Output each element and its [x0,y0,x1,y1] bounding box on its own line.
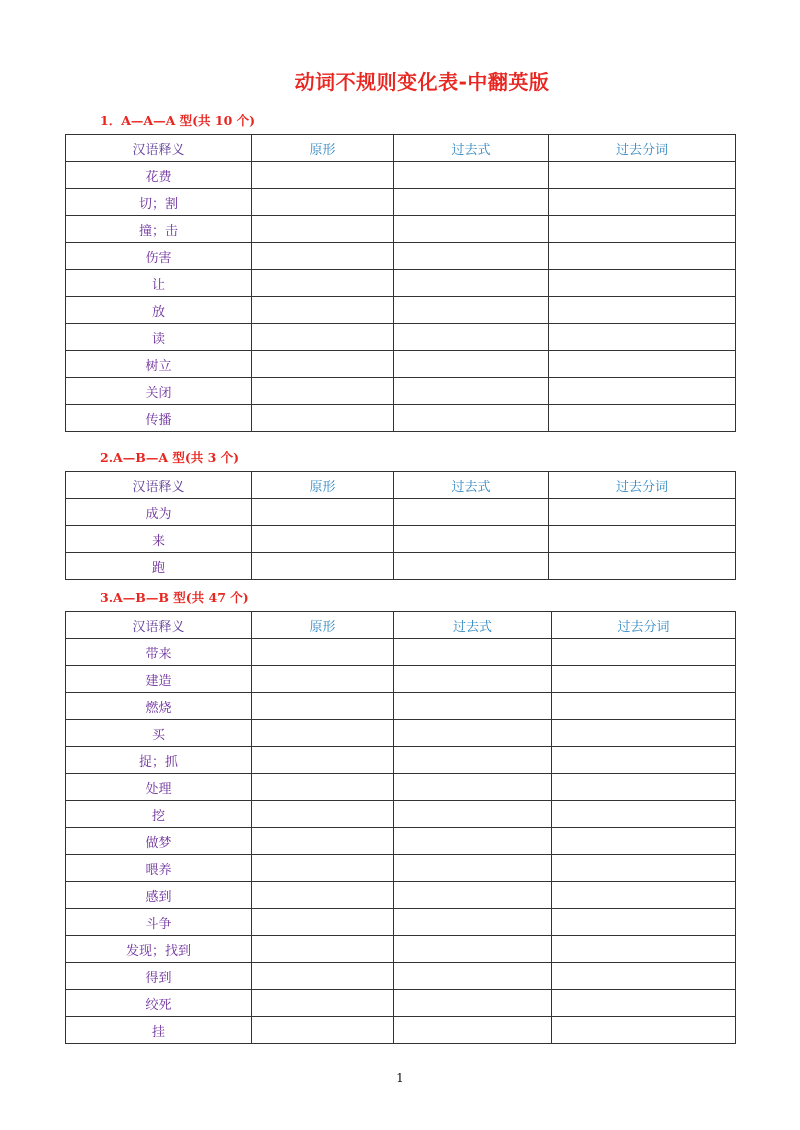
table-row [66,828,736,855]
base-form-cell[interactable] [252,243,394,270]
table-row [66,243,736,270]
base-form-cell[interactable] [252,936,394,963]
table-row [66,936,736,963]
table-row [66,162,736,189]
base-form-cell[interactable] [252,720,394,747]
meaning-cell: 成为 [66,499,252,526]
header-meaning: 汉语释义 [66,612,252,639]
base-form-cell[interactable] [252,324,394,351]
header-past-tense: 过去式 [394,472,549,499]
table-row [66,499,736,526]
meaning-cell: 花费 [66,162,252,189]
base-form-cell[interactable] [252,270,394,297]
meaning-cell: 挂 [66,1017,252,1044]
meaning-cell: 让 [66,270,252,297]
past-tense-cell[interactable] [394,963,552,990]
header-past-participle: 过去分词 [552,612,736,639]
header-past-tense: 过去式 [394,135,549,162]
past-tense-cell[interactable] [394,882,552,909]
past-tense-cell[interactable] [394,666,552,693]
past-tense-cell[interactable] [394,801,552,828]
past-participle-cell[interactable] [552,720,736,747]
meaning-cell: 读 [66,324,252,351]
past-tense-cell[interactable] [394,189,549,216]
base-form-cell[interactable] [252,499,394,526]
past-participle-cell[interactable] [552,909,736,936]
table-row [66,882,736,909]
table-row [66,297,736,324]
table-row [66,1017,736,1044]
verb-table-aaa [65,134,736,432]
table-row [66,855,736,882]
past-tense-cell[interactable] [394,378,549,405]
meaning-cell: 建造 [66,666,252,693]
past-participle-cell[interactable] [549,378,736,405]
meaning-cell: 发现；找到 [66,936,252,963]
page-number: 1 [396,1071,404,1085]
base-form-cell[interactable] [252,216,394,243]
meaning-cell: 做梦 [66,828,252,855]
meaning-cell: 斗争 [66,909,252,936]
header-past-tense: 过去式 [394,612,552,639]
table-row [66,216,736,243]
table-body [66,162,736,432]
header-past-participle: 过去分词 [549,472,736,499]
past-tense-cell[interactable] [394,747,552,774]
table-row [66,351,736,378]
table-row [66,909,736,936]
past-tense-cell[interactable] [394,909,552,936]
table-row [66,666,736,693]
verb-table-abb [65,611,736,1044]
past-tense-cell[interactable] [394,720,552,747]
base-form-cell[interactable] [252,909,394,936]
meaning-cell: 燃烧 [66,693,252,720]
past-participle-cell[interactable] [552,774,736,801]
past-participle-cell[interactable] [549,243,736,270]
past-participle-cell[interactable] [552,990,736,1017]
meaning-cell: 得到 [66,963,252,990]
past-tense-cell[interactable] [394,216,549,243]
base-form-cell[interactable] [252,189,394,216]
past-tense-cell[interactable] [394,351,549,378]
past-participle-cell[interactable] [549,270,736,297]
header-base-form: 原形 [252,612,394,639]
meaning-cell: 捉；抓 [66,747,252,774]
past-participle-cell[interactable] [549,351,736,378]
base-form-cell[interactable] [252,162,394,189]
table-row [66,324,736,351]
base-form-cell[interactable] [252,526,394,553]
meaning-cell: 带来 [66,639,252,666]
base-form-cell[interactable] [252,1017,394,1044]
past-tense-cell[interactable] [394,639,552,666]
base-form-cell[interactable] [252,855,394,882]
past-participle-cell[interactable] [549,553,736,580]
base-form-cell[interactable] [252,351,394,378]
header-base-form: 原形 [252,135,394,162]
base-form-cell[interactable] [252,405,394,432]
base-form-cell[interactable] [252,882,394,909]
past-tense-cell[interactable] [394,499,549,526]
past-tense-cell[interactable] [394,243,549,270]
past-participle-cell[interactable] [549,526,736,553]
past-tense-cell[interactable] [394,297,549,324]
table-body [66,639,736,1044]
page-title: 动词不规则变化表-中翻英版 [294,70,550,94]
past-participle-cell[interactable] [549,324,736,351]
table-row [66,553,736,580]
past-tense-cell[interactable] [394,774,552,801]
table-row [66,774,736,801]
table-row [66,405,736,432]
table-header-row [66,135,736,162]
past-participle-cell[interactable] [552,693,736,720]
base-form-cell[interactable] [252,990,394,1017]
past-tense-cell[interactable] [394,855,552,882]
past-tense-cell[interactable] [394,828,552,855]
meaning-cell: 树立 [66,351,252,378]
past-participle-cell[interactable] [549,216,736,243]
past-participle-cell[interactable] [552,747,736,774]
meaning-cell: 跑 [66,553,252,580]
past-participle-cell[interactable] [549,162,736,189]
table-body [66,499,736,580]
past-participle-cell[interactable] [552,1017,736,1044]
past-participle-cell[interactable] [549,499,736,526]
past-tense-cell[interactable] [394,270,549,297]
meaning-cell: 喂养 [66,855,252,882]
past-participle-cell[interactable] [549,297,736,324]
base-form-cell[interactable] [252,297,394,324]
table-row [66,378,736,405]
past-tense-cell[interactable] [394,1017,552,1044]
past-participle-cell[interactable] [552,882,736,909]
table-row [66,963,736,990]
past-tense-cell[interactable] [394,405,549,432]
table-row [66,189,736,216]
past-tense-cell[interactable] [394,936,552,963]
past-tense-cell[interactable] [394,693,552,720]
table-row [66,526,736,553]
table-row [66,639,736,666]
meaning-cell: 买 [66,720,252,747]
meaning-cell: 关闭 [66,378,252,405]
meaning-cell: 处理 [66,774,252,801]
past-participle-cell[interactable] [549,189,736,216]
past-participle-cell[interactable] [552,963,736,990]
base-form-cell[interactable] [252,801,394,828]
base-form-cell[interactable] [252,639,394,666]
past-participle-cell[interactable] [552,855,736,882]
past-tense-cell[interactable] [394,990,552,1017]
verb-table-aba [65,471,736,580]
table-row [66,720,736,747]
meaning-cell: 挖 [66,801,252,828]
base-form-cell[interactable] [252,774,394,801]
table-header-row [66,612,736,639]
header-meaning: 汉语释义 [66,135,252,162]
section-title-abb: 3.A—B—B 型(共 47 个) [100,590,249,605]
base-form-cell[interactable] [252,666,394,693]
meaning-cell: 撞；击 [66,216,252,243]
base-form-cell[interactable] [252,553,394,580]
past-participle-cell[interactable] [552,828,736,855]
section-title-aaa: 1．A—A—A 型(共 10 个) [100,113,256,128]
header-meaning: 汉语释义 [66,472,252,499]
past-participle-cell[interactable] [549,405,736,432]
meaning-cell: 感到 [66,882,252,909]
past-tense-cell[interactable] [394,553,549,580]
section-title-aba: 2.A—B—A 型(共 3 个) [100,450,240,465]
header-base-form: 原形 [252,472,394,499]
past-tense-cell[interactable] [394,526,549,553]
base-form-cell[interactable] [252,378,394,405]
past-participle-cell[interactable] [552,666,736,693]
past-participle-cell[interactable] [552,639,736,666]
meaning-cell: 切；割 [66,189,252,216]
table-row [66,747,736,774]
base-form-cell[interactable] [252,747,394,774]
table-row [66,801,736,828]
meaning-cell: 传播 [66,405,252,432]
meaning-cell: 绞死 [66,990,252,1017]
meaning-cell: 放 [66,297,252,324]
meaning-cell: 伤害 [66,243,252,270]
base-form-cell[interactable] [252,828,394,855]
meaning-cell: 来 [66,526,252,553]
past-participle-cell[interactable] [552,801,736,828]
past-participle-cell[interactable] [552,936,736,963]
table-row [66,693,736,720]
header-past-participle: 过去分词 [549,135,736,162]
base-form-cell[interactable] [252,963,394,990]
table-row [66,270,736,297]
past-tense-cell[interactable] [394,324,549,351]
table-row [66,990,736,1017]
base-form-cell[interactable] [252,693,394,720]
table-header-row [66,472,736,499]
past-tense-cell[interactable] [394,162,549,189]
